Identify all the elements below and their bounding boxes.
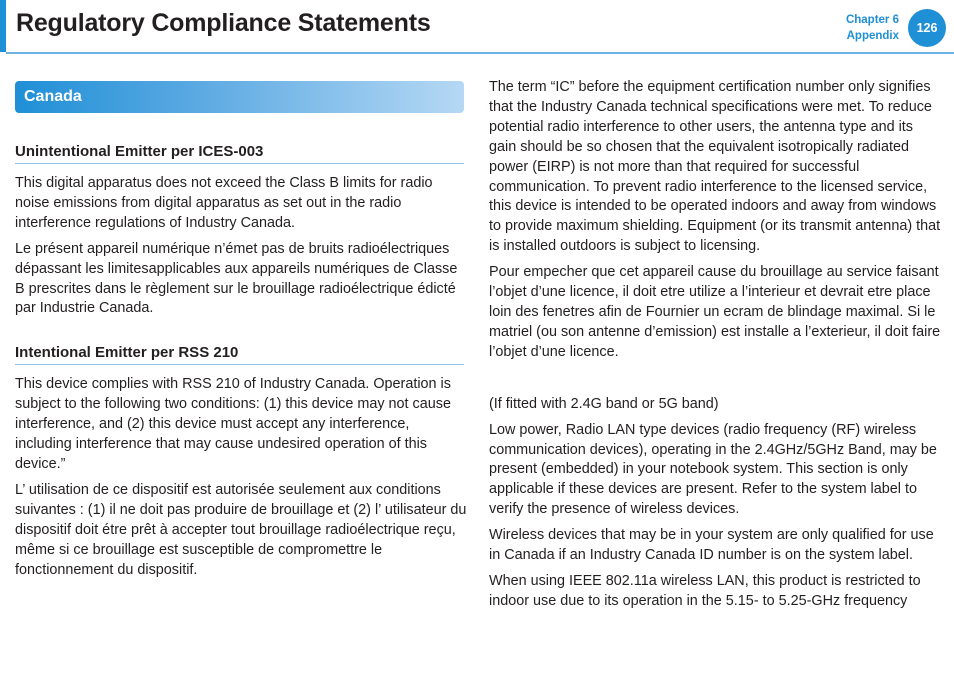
chapter-number: Chapter 6 — [845, 14, 899, 26]
left-column — [15, 78, 467, 580]
paragraph: Wireless devices that may be in your system are only qualified for use in Canada if an Industry Canada ID number is on the system label. — [489, 527, 934, 564]
paragraph: When using IEEE 802.11a wireless LAN, this product is restricted to indoor use due to its operation in the 5.15- to 5.25-GHz frequency — [489, 572, 921, 609]
header-accent-bar — [0, 0, 6, 52]
paragraph: Pour empecher que cet appareil cause du brouillage au service faisant l’objet d’une licence, il doit etre utilize a l’interieur et devrait etre place loin des fenetres afin de Fournier un ecram de blindage maximal. Si le matriel (ou son antenne d’emission) est installe a l’exterieur, il doit faire l’objet d’une licence. — [489, 264, 941, 360]
paragraph: This digital apparatus does not exceed the Class B limits for radio noise emissions from digital apparatus as set out in the radio interference regulations of Industry Canada. — [15, 175, 433, 231]
subheading-ices-003: Unintentional Emitter per ICES-003 — [15, 142, 464, 164]
paragraph: Low power, Radio LAN type devices (radio frequency (RF) wireless communication devices), operating in the 2.4GHz/5GHz Band, may be present (embedded) in your notebook system. This section is only applicable if these devices are present. Refer to the system label to verify the presence of wireless devices. — [489, 421, 937, 518]
chapter-label — [846, 12, 899, 44]
paragraph: Le présent appareil numérique n’émet pas de bruits radioélectriques dépassant les limitesapplicables aux appareils numériques de Classe B prescrites dans le règlement sur le brouillage radioélectrique édicté par Industrie Canada. — [15, 240, 458, 317]
right-column — [489, 78, 941, 612]
chapter-name: Appendix — [846, 30, 899, 42]
page-number-badge: 126 — [908, 9, 946, 47]
section-heading-canada: Canada — [15, 81, 464, 113]
subheading-rss-210: Intentional Emitter per RSS 210 — [15, 343, 464, 365]
header-divider — [6, 52, 954, 54]
paragraph: The term “IC” before the equipment certification number only signifies that the Industry Canada technical specifications were met. To reduce potential radio interference to other users, the antenna type and its gain should be so chosen that the equivalent isotropically radiated power (EIRP) is not more than that required for successful communication. To prevent radio interference to the licensed service, this device is intended to be operated indoors and away from windows to provide maximum shielding. Equipment (or its transmit antenna) that is installed outdoors is subject to licensing. — [489, 79, 941, 255]
paragraph-band-note: (If fitted with 2.4G band or 5G band) — [489, 395, 719, 412]
paragraph: L’ utilisation de ce dispositif est autorisée seulement aux conditions suivantes : (1) il ne doit pas produire de brouillage et (2) l’ utilisateur du dispositif doit étre prêt à accepter tout brouillage radioélectrique reçu, même si ce brouillage est susceptible de compromettre le fonctionnement du dispositif. — [15, 481, 467, 578]
paragraph: This device complies with RSS 210 of Industry Canada. Operation is subject to the following two conditions: (1) this device may not cause interference, and (2) this device must accept any interference, including interference that may cause undesired operation of this device.” — [15, 376, 451, 472]
page-title: Regulatory Compliance Statements — [16, 9, 431, 37]
